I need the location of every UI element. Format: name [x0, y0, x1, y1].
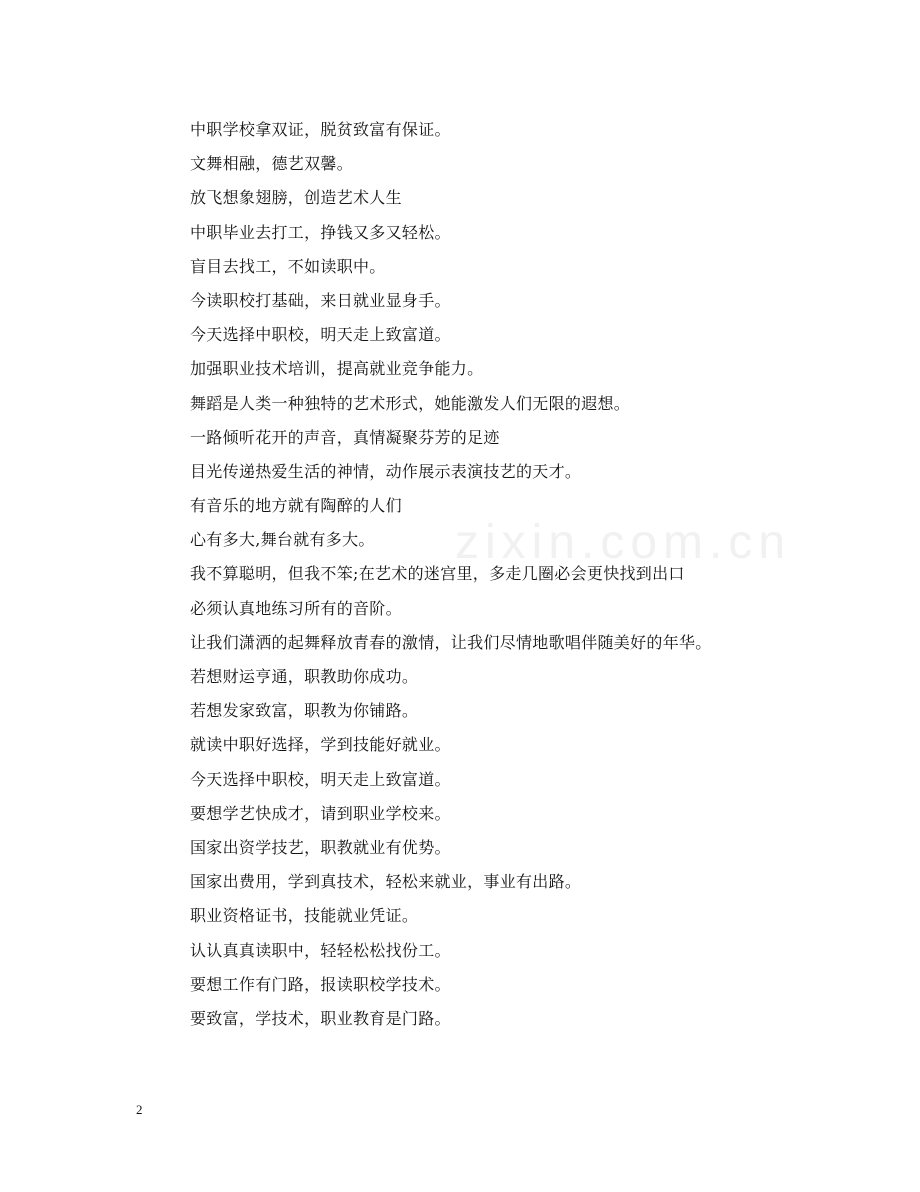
text-line: 要想学艺快成才，请到职业学校来。	[190, 803, 451, 823]
text-line: 目光传递热爱生活的神情，动作展示表演技艺的天才。	[190, 461, 582, 481]
text-line: 必须认真地练习所有的音阶。	[190, 598, 402, 618]
text-line: 国家出资学技艺，职教就业有优势。	[190, 837, 451, 857]
text-line: 我不算聪明，但我不笨;在艺术的迷宫里，多走几圈必会更快找到出口	[190, 564, 685, 584]
text-line: 若想财运亨通，职教助你成功。	[190, 667, 419, 686]
text-line: 今天选择中职校，明天走上致富道。	[190, 769, 451, 789]
text-line: 职业资格证书，技能就业凭证。	[190, 906, 419, 926]
text-line: 认认真真读职中，轻轻松松找份工。	[190, 940, 451, 960]
text-lines	[190, 113, 810, 1036]
text-line: 心有多大,舞台就有多大。	[190, 530, 375, 550]
text-line: 国家出费用，学到真技术，轻松来就业，事业有出路。	[190, 872, 582, 892]
text-line: 中职学校拿双证，脱贫致富有保证。	[190, 120, 451, 139]
text-line: 文舞相融，德艺双馨。	[190, 154, 354, 174]
text-line: 盲目去找工，不如读职中。	[190, 256, 386, 276]
text-line: 就读中职好选择，学到技能好就业。	[190, 735, 451, 755]
page-number: 2	[136, 1102, 143, 1117]
text-line: 今读职校打基础，来日就业显身手。	[190, 290, 451, 310]
text-line: 中职毕业去打工，挣钱又多又轻松。	[190, 222, 451, 242]
text-line: 一路倾听花开的声音，真情凝聚芬芳的足迹	[190, 427, 500, 447]
text-line: 放飞想象翅膀，创造艺术人生	[190, 188, 402, 208]
text-line: 舞蹈是人类一种独特的艺术形式，她能激发人们无限的遐想。	[190, 393, 631, 413]
text-line: 加强职业技术培训，提高就业竞争能力。	[190, 359, 484, 379]
text-line: 要想工作有门路，报读职校学技术。	[190, 974, 451, 994]
text-line: 若想发家致富，职教为你铺路。	[190, 701, 419, 721]
text-line: 让我们潇洒的起舞释放青春的激情，让我们尽情地歌唱伴随美好的年华。	[190, 632, 712, 652]
text-line: 要致富，学技术，职业教育是门路。	[190, 1008, 451, 1028]
text-line: 今天选择中职校，明天走上致富道。	[190, 325, 451, 345]
watermark: zixin.com.cn	[455, 516, 792, 569]
text-line: 有音乐的地方就有陶醉的人们	[190, 496, 402, 516]
